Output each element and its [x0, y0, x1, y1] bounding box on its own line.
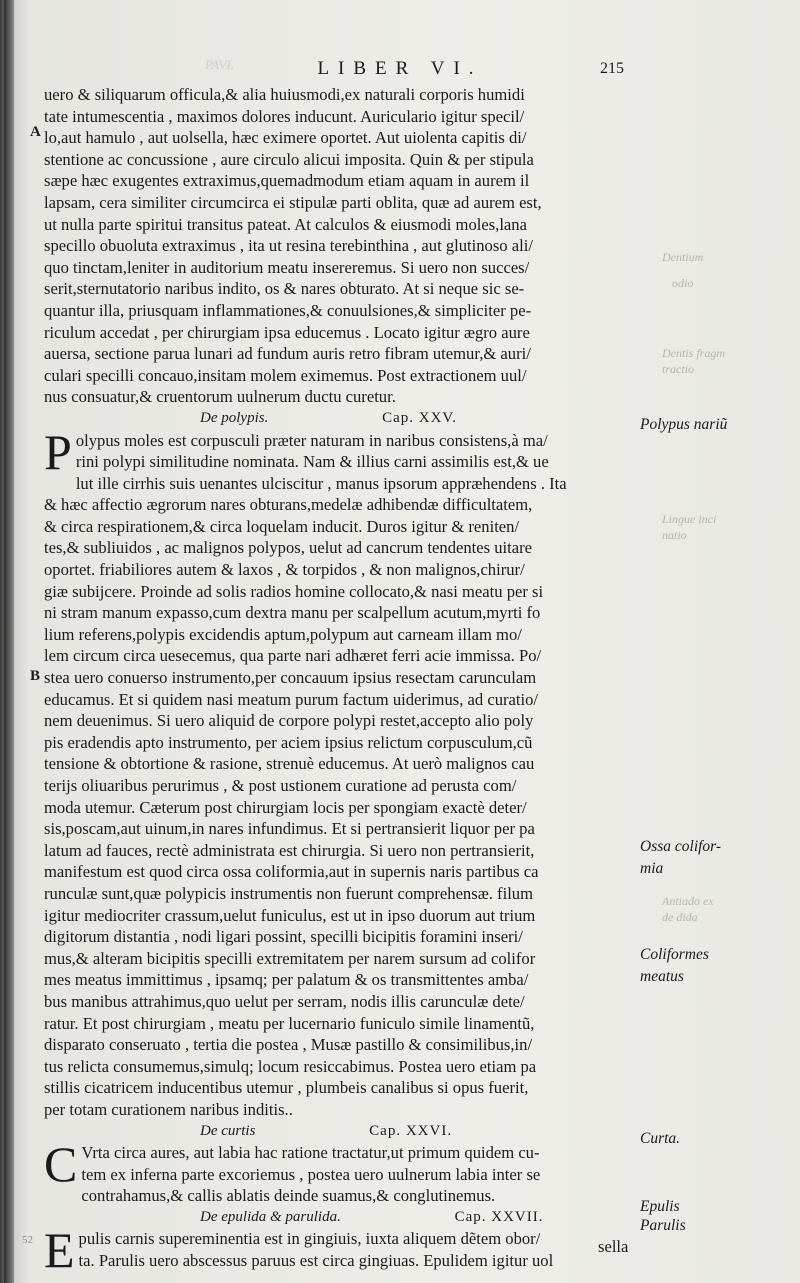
text-line: tate intumescentia , maximos dolores inducunt. Auriculario igitur specil/ — [44, 106, 525, 126]
text-line: & hæc affectio ægrorum nares obturans,medelæ adhibendæ difficultatem, — [44, 495, 533, 515]
text-line: manifestum est quod circa ossa coliformia,aut in supernis naris partibus ca — [44, 862, 539, 882]
text-line: per totam curationem naribus inditis.. — [44, 1099, 293, 1119]
text-line: auersa, sectione parua lunari ad fundum auris retro fibram utemur,& auri/ — [44, 344, 531, 364]
chapter-title: De curtis — [200, 1122, 256, 1139]
chapter-body — [44, 1136, 634, 1207]
text-line: tus relicta consumemus,simulq; locum resiccabimus. Postea uero etiam pa — [44, 1056, 537, 1076]
text-line: educamus. Et si quidem nasi meatum purum factum uiderimus, ad curatio/ — [44, 689, 539, 709]
text-line: rini polypi similitudine nominata. Nam & illius carni assimilis est,& ue — [75, 452, 549, 472]
chapter-heading — [44, 1121, 634, 1143]
chapter-number: Cap. XXV. — [382, 409, 458, 426]
text-line: lem circum circa uesecemus, qua parte nari adhæret ferri acie immissa. Po/ — [44, 646, 542, 666]
faint-gloss: Dentium — [662, 250, 704, 264]
text-line: stillis cicatricem inducentibus utemur , plumbeis canalibus si opus fuerit, — [44, 1078, 529, 1098]
text-line: ni stram manum expasso,cum dextra manu per scalpellum acutum,myrti fo — [44, 603, 541, 623]
text-line: tensione & obtortione & rasione, strenuè educemus. At uerò malignos cau — [44, 754, 535, 774]
folio-number: 215 — [600, 60, 624, 77]
chapter-heading — [44, 408, 634, 430]
margin-gloss: Epulis — [640, 1198, 680, 1215]
margin-gloss: meatus — [640, 968, 684, 985]
main-text-block — [44, 84, 634, 1279]
running-title: LIBER VI. — [317, 58, 483, 79]
faint-gloss: natio — [662, 528, 687, 542]
chapter-title: De polypis. — [200, 409, 269, 426]
text-line: riculum accedat , per chirurgiam ipsa educemus . Locato igitur ægro aure — [44, 322, 530, 342]
text-line: terijs oliuaribus perurimus , & post ustionem curatione ad perusta com/ — [44, 776, 517, 795]
chapter-title: De epulida & parulida. — [200, 1208, 341, 1225]
text-line: igitur mediocriter crassum,uelut funiculus, est ut in ipso duorum aut trium — [44, 905, 536, 925]
continued-paragraph — [44, 84, 634, 408]
text-line: runculæ sunt,quæ polypicis instrumentis non fuerunt comprehensæ. filum — [44, 883, 534, 903]
text-line: lium referens,polypis excidendis aptum,polypum aut carneam illam mo/ — [44, 624, 522, 644]
text-line: ut nulla parte spiritui transitus pateat. At calculos & eiusmodi moles,lana — [44, 214, 527, 234]
text-line: quantur illa, priusquam inflammationes,& conuulsiones,& simpliciter pe- — [44, 300, 532, 320]
faint-gloss: Antiado ex — [662, 894, 714, 908]
text-line: digitorum distantia , nodi ligari possint, specilli bicipitis foramini inseri/ — [44, 927, 523, 947]
text-line: bus manibus attrahimus,quo uelut per serram, nodis illis carunculæ dete/ — [44, 991, 525, 1011]
faint-gloss: odio — [672, 276, 694, 290]
text-line: mes meatus immittimus , ipsamq; per palatum & os transmittentes amba/ — [44, 970, 529, 990]
margin-gloss: Ossa colifor- — [640, 838, 722, 855]
text-line: disparato conseruato , tertia die postea , Musæ pastillo & consimilibus,in/ — [44, 1035, 533, 1055]
text-line: mus,& alteram bicipitis specilli extremitatem per narem sursum ad colifor — [44, 948, 536, 968]
faint-gloss: tractio — [662, 362, 694, 376]
text-line: moda utemur. Cæterum post chirurgiam locis per spongiam exactè deter/ — [44, 797, 527, 817]
text-line: nus consuatur,& cruentorum uulnerum ductu curetur. — [44, 387, 396, 407]
margin-gloss: mia — [640, 860, 664, 877]
text-line: uero & siliquarum officula,& alia huiusmodi,ex naturali corporis humidi — [44, 85, 525, 104]
bleed-through-text: PAVL — [205, 57, 234, 72]
drop-cap: C — [44, 1136, 78, 1193]
text-line: oportet. friabiliores autem & laxos , & torpidos , & non malignos,chirur/ — [44, 560, 525, 580]
edge-mark: 52 — [22, 1234, 33, 1246]
text-line: culari specilli concauo,insitam molem eximemus. Post extractionem uul/ — [44, 365, 527, 385]
text-line: sæpe hæc exugentes extraximus,quemadmodum etiam aquam in aurem il — [44, 171, 530, 191]
text-line: Vrta circa aures, aut labia hac ratione tractatur,ut primum quidem cu- — [81, 1143, 540, 1163]
chapter-body — [44, 1222, 634, 1279]
text-line: lo,aut hamulo , aut uolsella, hæc eximere oportet. Aut uiolenta capitis di/ — [44, 128, 527, 148]
text-line: sis,poscam,aut uinum,in nares infundimus. Et si pertransierit liquor per pa — [44, 819, 535, 839]
chapter-number: Cap. XXVII. — [454, 1208, 544, 1225]
text-line: tes,& subliuidos , ac malignos polypos, uelut ad cancrum tendentes uitare — [44, 538, 533, 558]
faint-gloss: de dida — [662, 910, 698, 924]
drop-cap: E — [44, 1222, 75, 1279]
binding-shadow — [4, 0, 14, 1283]
text-line: nem deuenimus. Si uero aliquid de corpore polypi restet,accepto alio poly — [44, 711, 534, 731]
text-line: stentione ac concussione , aure circulo alicui imposita. Quin & per stipula — [44, 149, 534, 169]
chapter-body — [44, 423, 634, 1121]
chapter-number: Cap. XXVI. — [369, 1122, 453, 1139]
faint-gloss: Lingue inci — [662, 512, 717, 526]
text-line: quo tinctam,leniter in auditorium meatu insereremus. Si uero non succes/ — [44, 257, 530, 277]
text-line: pis eradendis apto instrumento, per aciem ipsius relictum corpusculum,cũ — [44, 732, 533, 752]
text-line: tem ex inferna parte excoriemus , postea uero uulnerum labia inter se — [81, 1164, 541, 1184]
text-line: ratur. Et post chirurgiam , meatu per lucernario funiculo simile linamentũ, — [44, 1013, 535, 1033]
text-line: lapsam, cera similiter circumcirca ei stipulæ parti oblita, quæ ad aurem est, — [44, 192, 542, 212]
margin-letter-a: A — [30, 124, 41, 140]
faint-gloss: Dentis fragm — [662, 346, 725, 360]
text-line: lut ille cirrhis suis uenantes ulciscitur , manus ipsorum appræhendens . Ita — [75, 473, 567, 493]
text-line: giæ subijcere. Proinde ad solis radios homine collocato,& nasi meatu per si — [44, 581, 544, 601]
text-line: serit,sternutatorio naribus indito, os & nares obturato. At si neque sic se- — [44, 279, 525, 299]
drop-cap: P — [44, 423, 72, 480]
margin-gloss: Curta. — [640, 1130, 681, 1147]
text-line: olypus moles est corpusculi præter naturam in naribus consistens,à ma/ — [75, 430, 548, 450]
margin-gloss: Coliformes — [640, 946, 709, 963]
margin-gloss: Polypus nariũ — [640, 416, 728, 433]
page-header — [0, 56, 800, 82]
text-line: ta. Parulis uero abscessus paruus est circa gingiuas. Epulidem igitur uol — [78, 1251, 554, 1271]
text-line: specillo obuoluta extraximus , ita ut resina terebinthina , aut glutinoso ali/ — [44, 236, 533, 256]
text-line: pulis carnis supereminentia est in gingiuis, iuxta aliquem dẽtem obor/ — [78, 1229, 541, 1249]
text-line: & circa respirationem,& circa loquelam inducit. Duros igitur & reniten/ — [44, 516, 520, 536]
margin-letter-b: B — [30, 668, 41, 684]
chapter-heading — [44, 1207, 634, 1229]
margin-gloss: Parulis — [640, 1217, 686, 1234]
text-line: latum ad fauces, rectè administrata est chirurgia. Si uero non pertransierit, — [44, 840, 535, 860]
text-line: stea uero conuerso instrumento,per concauum ipsius resectam carunculam — [44, 668, 537, 688]
text-line: contrahamus,& callis ablatis deinde suamus,& conglutinemus. — [81, 1186, 496, 1206]
catchword: sella — [598, 1237, 629, 1256]
